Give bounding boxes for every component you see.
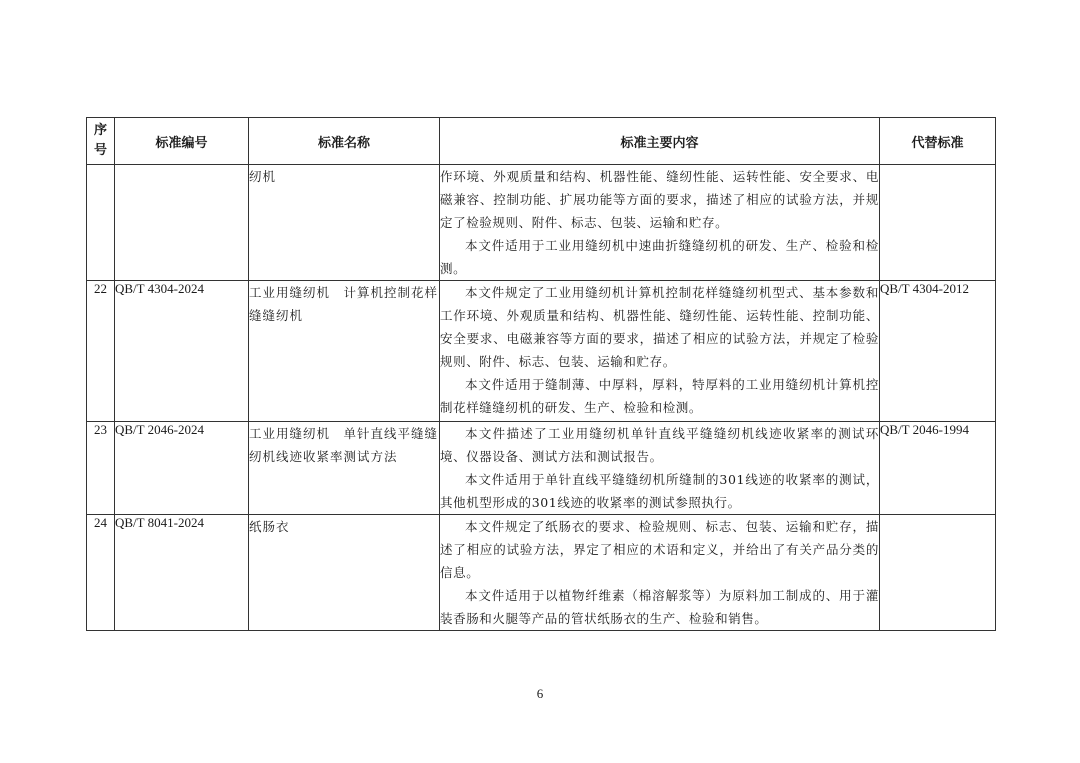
content-paragraph: 本文件规定了纸肠衣的要求、检验规则、标志、包装、运输和贮存，描述了相应的试验方法，界定了相应的术语和定义，并给出了有关产品分类的信息。 xyxy=(440,519,879,580)
table-row xyxy=(87,422,996,515)
standard-code: QB/T 4304-2024 xyxy=(115,281,249,422)
standard-name: 纸肠衣 xyxy=(249,515,440,631)
content-paragraph: 作环境、外观质量和结构、机器性能、缝纫性能、运转性能、安全要求、电磁兼容、控制功能、扩展功能等方面的要求，描述了相应的试验方法，并规定了检验规则、附件、标志、包装、运输和贮存。 xyxy=(440,169,879,230)
row-number xyxy=(87,165,115,281)
row-number: 22 xyxy=(87,281,115,422)
standard-content xyxy=(440,165,880,281)
standard-name: 工业用缝纫机 计算机控制花样缝缝纫机 xyxy=(249,281,440,422)
header-seq xyxy=(87,118,115,165)
content-paragraph: 本文件适用于以植物纤维素（棉溶解浆等）为原料加工制成的、用于灌装香肠和火腿等产品的管状纸肠衣的生产、检验和销售。 xyxy=(440,588,879,626)
standard-name: 工业用缝纫机 单针直线平缝缝纫机线迹收紧率测试方法 xyxy=(249,422,440,515)
page-number: 6 xyxy=(536,686,544,701)
header-content: 标准主要内容 xyxy=(440,118,880,165)
standard-code xyxy=(115,165,249,281)
replaced-standard: QB/T 4304-2012 xyxy=(880,281,996,422)
table-header-row xyxy=(87,118,996,165)
standard-code: QB/T 2046-2024 xyxy=(115,422,249,515)
row-number: 24 xyxy=(87,515,115,631)
content-paragraph: 本文件适用于单针直线平缝缝纫机所缝制的301线迹的收紧率的测试，其他机型形成的301线迹的收紧率的测试参照执行。 xyxy=(440,472,879,510)
header-name: 标准名称 xyxy=(249,118,440,165)
table-row xyxy=(87,281,996,422)
header-seq-line2: 号 xyxy=(93,143,107,158)
header-code: 标准编号 xyxy=(115,118,249,165)
header-replace: 代替标准 xyxy=(880,118,996,165)
standard-name: 纫机 xyxy=(249,165,440,281)
standards-table xyxy=(86,117,996,631)
standard-content xyxy=(440,422,880,515)
table-row xyxy=(87,515,996,631)
table-row xyxy=(87,165,996,281)
content-paragraph: 本文件适用于缝制薄、中厚料，厚料，特厚料的工业用缝纫机计算机控制花样缝缝纫机的研发、生产、检验和检测。 xyxy=(440,377,879,415)
replaced-standard xyxy=(880,165,996,281)
replaced-standard: QB/T 2046-1994 xyxy=(880,422,996,515)
content-paragraph: 本文件适用于工业用缝纫机中速曲折缝缝纫机的研发、生产、检验和检测。 xyxy=(440,238,879,276)
header-seq-line1: 序 xyxy=(93,123,107,138)
replaced-standard xyxy=(880,515,996,631)
standard-code: QB/T 8041-2024 xyxy=(115,515,249,631)
standard-content xyxy=(440,281,880,422)
content-paragraph: 本文件规定了工业用缝纫机计算机控制花样缝缝纫机型式、基本参数和工作环境、外观质量和结构、机器性能、缝纫性能、运转性能、控制功能、安全要求、电磁兼容等方面的要求，描述了相应的试验方法，并规定了检验规则、附件、标志、包装、运输和贮存。 xyxy=(440,285,879,369)
standard-content xyxy=(440,515,880,631)
row-number: 23 xyxy=(87,422,115,515)
content-paragraph: 本文件描述了工业用缝纫机单针直线平缝缝纫机线迹收紧率的测试环境、仪器设备、测试方法和测试报告。 xyxy=(440,426,879,464)
